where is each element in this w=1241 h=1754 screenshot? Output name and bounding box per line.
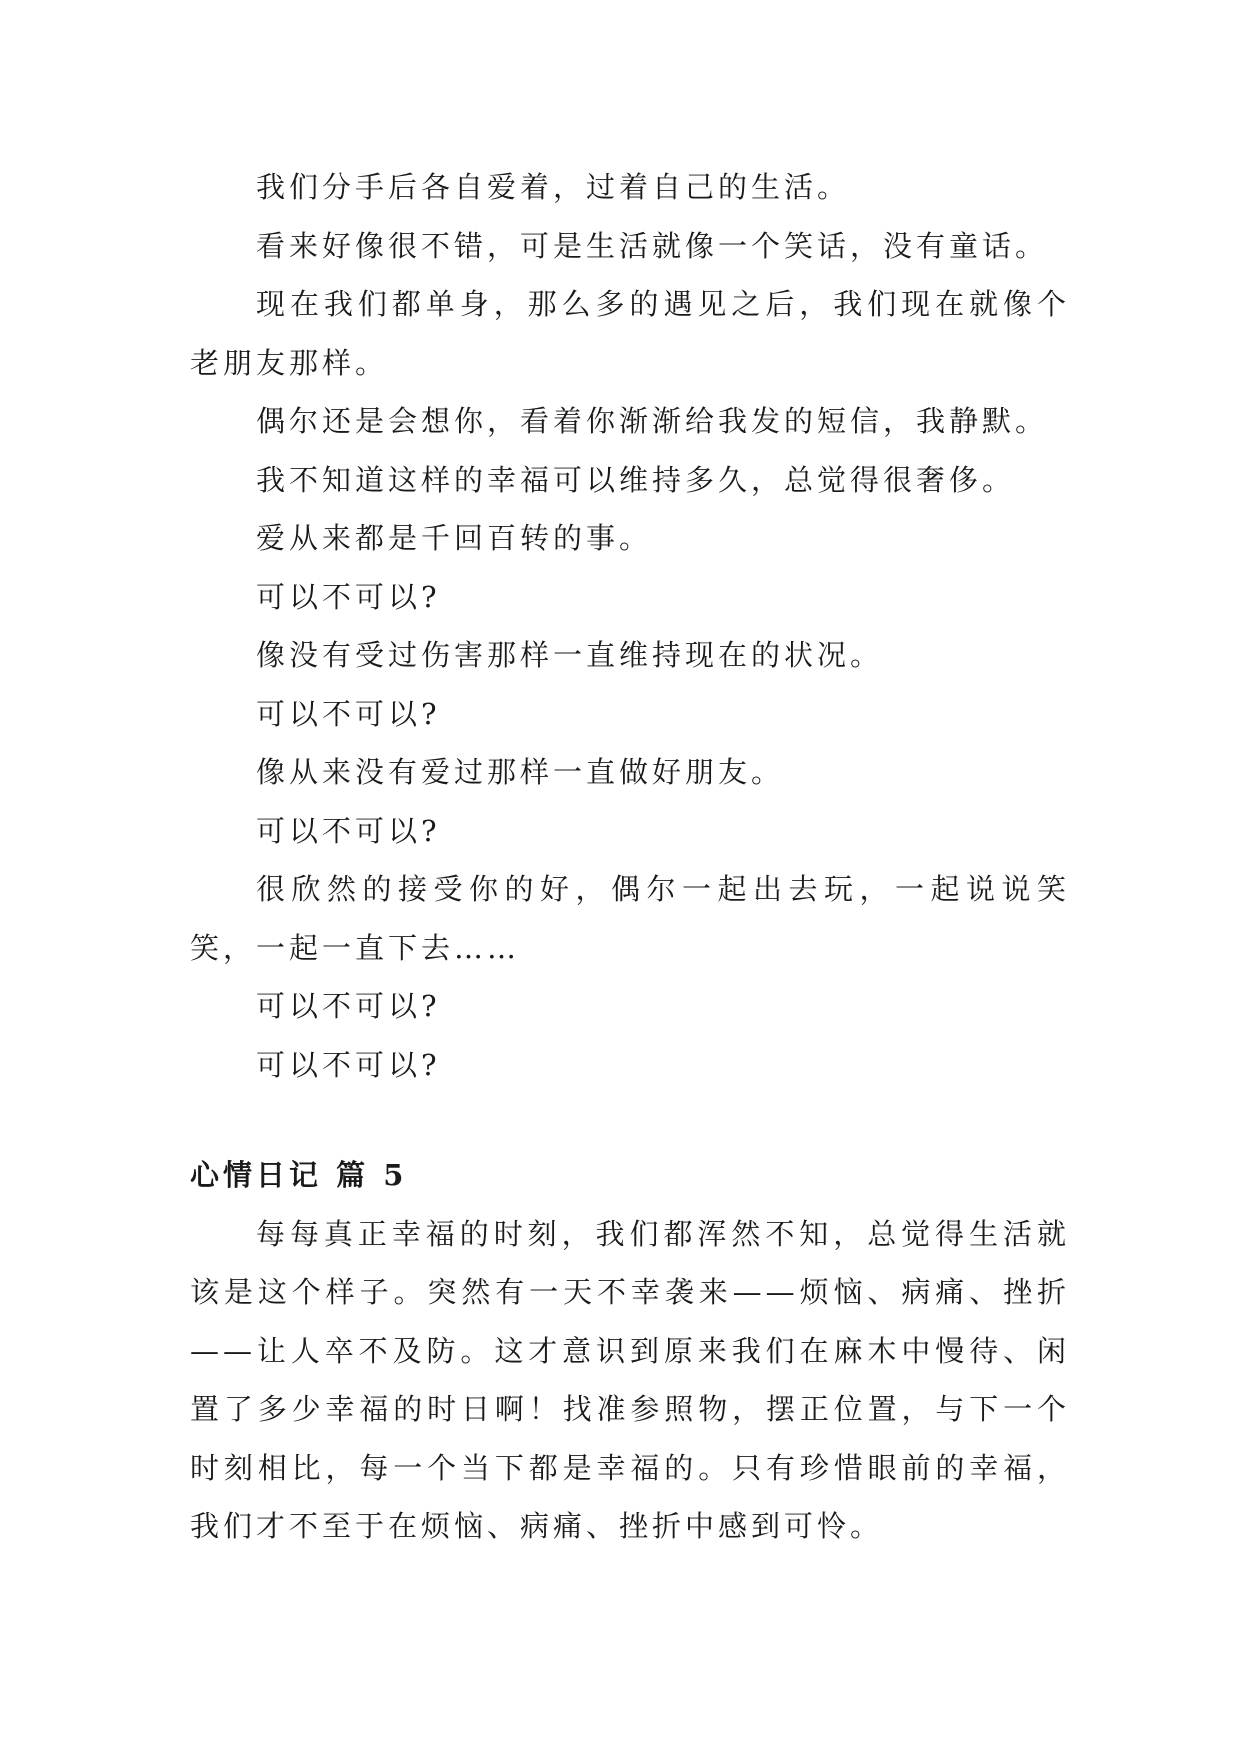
paragraph-3: 现在我们都单身，那么多的遇见之后，我们现在就像个老朋友那样。 <box>190 287 1070 380</box>
paragraph-8: 像没有受过伤害那样一直维持现在的状况。 <box>256 638 884 672</box>
paragraph-13: 可以不可以? <box>256 989 441 1023</box>
paragraph-11: 可以不可以? <box>256 813 441 848</box>
paragraph-4: 偶尔还是会想你，看着你渐渐给我发的短信，我静默。 <box>256 404 1049 438</box>
paragraph-1: 我们分手后各自爱着，过着自己的生活。 <box>256 170 851 204</box>
section-heading: 心情日记 篇 5 <box>190 1158 408 1192</box>
paragraph-5: 我不知道这样的幸福可以维持多久，总觉得很奢侈。 <box>256 462 1016 497</box>
paragraph-6: 爱从来都是千回百转的事。 <box>256 521 653 555</box>
paragraph-14: 可以不可以? <box>256 1047 441 1082</box>
paragraph-10: 像从来没有爱过那样一直做好朋友。 <box>256 755 785 789</box>
document-body <box>190 158 1070 1556</box>
paragraph-2: 看来好像很不错，可是生活就像一个笑话，没有童话。 <box>256 228 1049 263</box>
paragraph-12: 很欣然的接受你的好，偶尔一起出去玩，一起说说笑笑，一起一直下去…… <box>190 872 1070 965</box>
section-5-paragraph: 每每真正幸福的时刻，我们都浑然不知，总觉得生活就该是这个样子。突然有一天不幸袭来——烦恼、病痛、挫折——让人卒不及防。这才意识到原来我们在麻木中慢待、闲置了多少幸福的时日啊！找准参照物，摆正位置，与下一个时刻相比，每一个当下都是幸福的。只有珍惜眼前的幸福，我们才不至于在烦恼、病痛、挫折中感到可怜。 <box>190 1216 1070 1543</box>
paragraph-7: 可以不可以? <box>256 579 441 614</box>
paragraph-9: 可以不可以? <box>256 696 441 731</box>
